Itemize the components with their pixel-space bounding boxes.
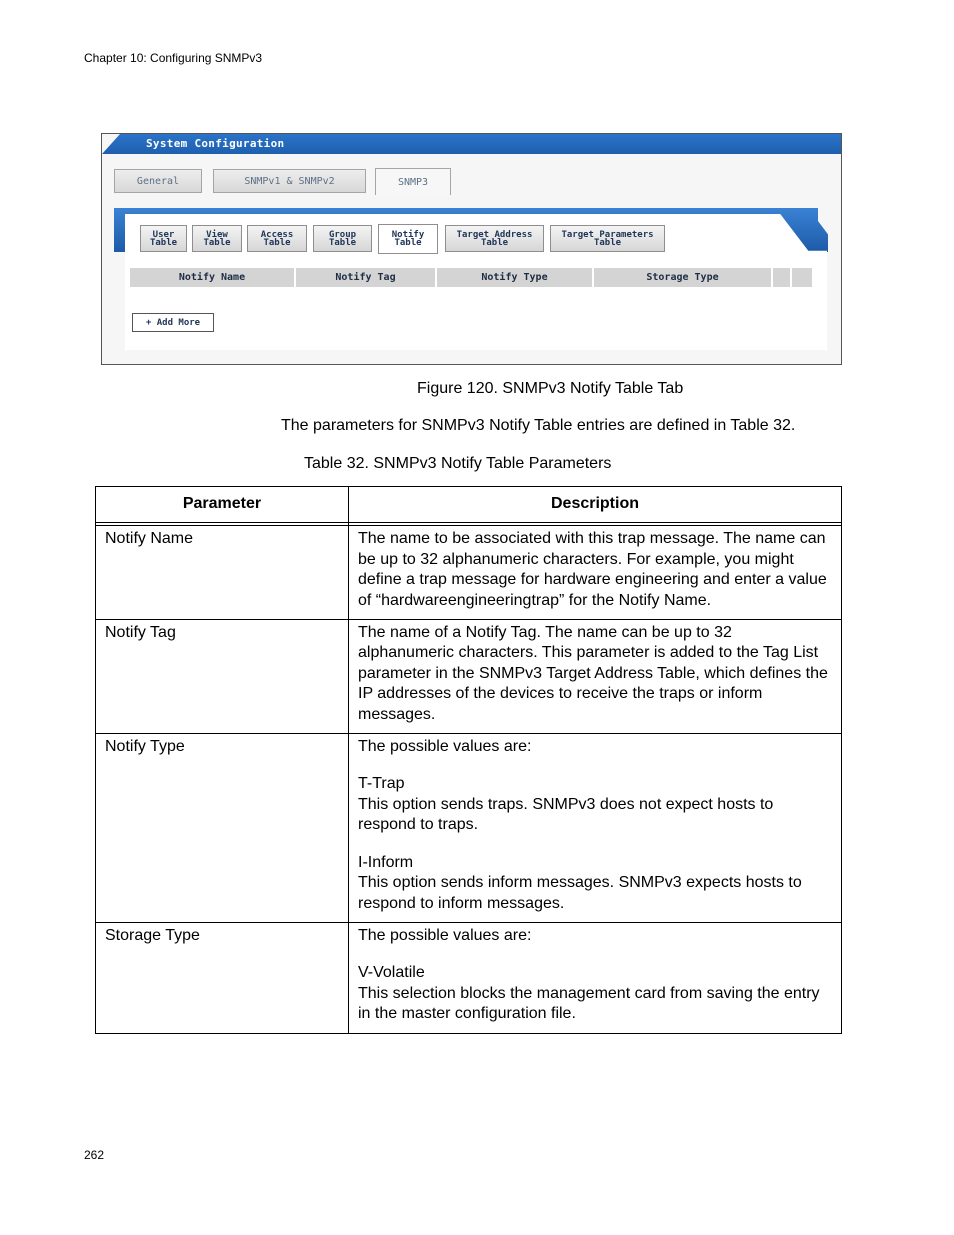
tab-group-table[interactable]: Group Table xyxy=(313,225,372,252)
column-notify-name: Notify Name xyxy=(130,268,296,287)
table-caption: Table 32. SNMPv3 Notify Table Parameters xyxy=(304,455,612,472)
title-bar xyxy=(102,134,841,154)
parameter-cell: Storage Type xyxy=(96,922,349,1033)
notify-table-header xyxy=(130,268,812,287)
column-notify-tag: Notify Tag xyxy=(296,268,437,287)
description-text: V-Volatile This selection blocks the management card from saving the entry in the master configuration file. xyxy=(358,964,820,1023)
description-text: The possible values are: xyxy=(358,926,532,944)
tab-general[interactable]: General xyxy=(114,169,202,193)
tab-notify-table[interactable]: Notify Table xyxy=(378,224,438,254)
tab-target-parameters-table[interactable]: Target Parameters Table xyxy=(550,225,665,252)
parameter-cell: Notify Type xyxy=(96,734,349,923)
description-text: I-Inform This option sends inform messages. SNMPv3 expects hosts to respond to inform messages. xyxy=(358,853,802,912)
parameters-table xyxy=(95,486,842,1034)
tab-snmpv1-snmpv2[interactable]: SNMPv1 & SNMPv2 xyxy=(213,169,366,193)
column-action-1 xyxy=(773,268,792,287)
page-number: 262 xyxy=(84,1148,105,1162)
parameter-cell: Notify Tag xyxy=(96,620,349,734)
description-text: The possible values are: xyxy=(358,738,532,756)
column-storage-type: Storage Type xyxy=(594,268,773,287)
description-cell xyxy=(349,526,842,620)
table-row xyxy=(96,526,842,620)
description-text: T-Trap This option sends traps. SNMPv3 does not expect hosts to respond to traps. xyxy=(358,775,774,834)
add-more-button[interactable]: + Add More xyxy=(132,313,214,332)
table-header-row xyxy=(96,487,842,523)
intro-text: The parameters for SNMPv3 Notify Table entries are defined in Table 32. xyxy=(281,417,796,434)
description-cell xyxy=(349,922,842,1033)
description-text: The name to be associated with this trap message. The name can be up to 32 alphanumeric characters. For example, you might define a trap message for hardware engineering and enter a value of “hardwareengineeringtrap” for the Notify Name. xyxy=(358,530,827,609)
header-parameter: Parameter xyxy=(96,487,349,523)
description-cell xyxy=(349,734,842,923)
table-row xyxy=(96,734,842,923)
window-title: System Configuration xyxy=(146,137,285,150)
tab-user-table[interactable]: User Table xyxy=(140,225,187,252)
page-header: Chapter 10: Configuring SNMPv3 xyxy=(84,51,263,65)
tab-access-table[interactable]: Access Table xyxy=(247,225,307,252)
parameter-cell: Notify Name xyxy=(96,526,349,620)
header-description: Description xyxy=(349,487,842,523)
table-row xyxy=(96,620,842,734)
column-notify-type: Notify Type xyxy=(437,268,594,287)
table-row xyxy=(96,922,842,1033)
figure-caption: Figure 120. SNMPv3 Notify Table Tab xyxy=(417,380,684,397)
column-action-2 xyxy=(792,268,812,287)
tab-target-address-table[interactable]: Target Address Table xyxy=(445,225,544,252)
description-cell xyxy=(349,620,842,734)
snmpv3-notify-table-screenshot xyxy=(101,133,842,365)
tab-view-table[interactable]: View Table xyxy=(192,225,242,252)
tab-snmp3[interactable]: SNMP3 xyxy=(375,168,451,195)
description-text: The name of a Notify Tag. The name can be up to 32 alphanumeric characters. This parameter is added to the Tag List parameter in the SNMPv3 Target Address Table, which defines the IP addresses of the devices to receive the traps or inform messages. xyxy=(358,624,828,723)
